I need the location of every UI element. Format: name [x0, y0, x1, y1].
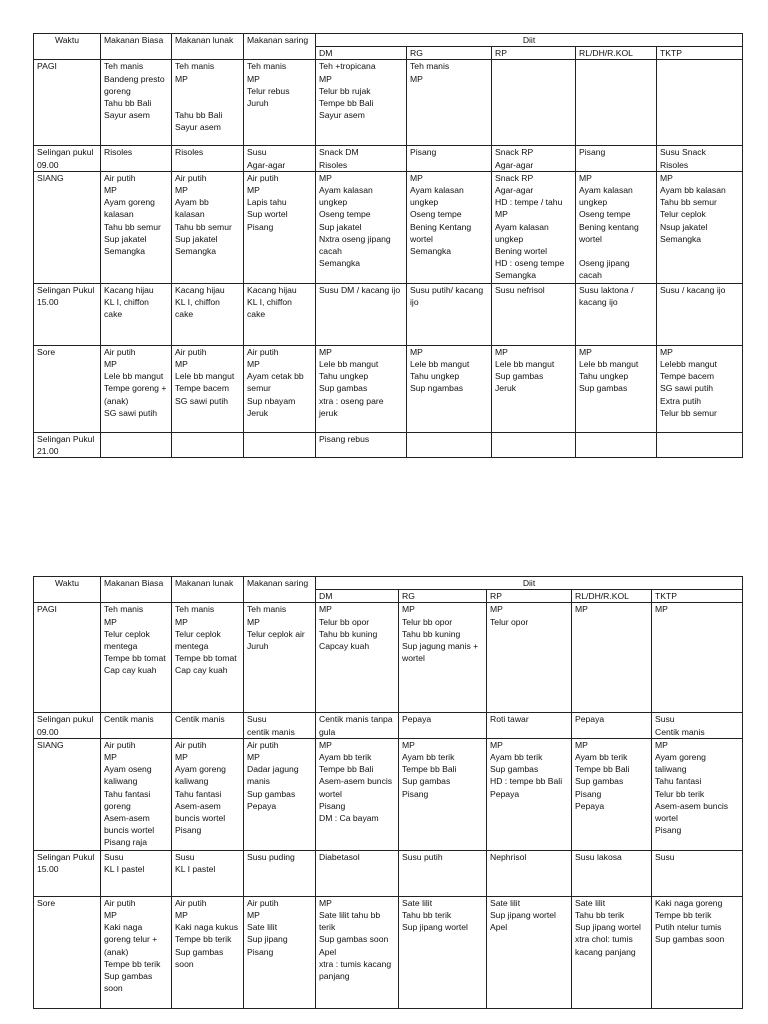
- table-row: [34, 345, 743, 432]
- header-rl: RL/DH/R.KOL: [576, 47, 657, 60]
- menu-cell-rp: [492, 60, 576, 146]
- menu-cell-rg: [407, 432, 492, 457]
- header-waktu: Waktu: [34, 34, 101, 60]
- menu-cell-makanan-lunak: Teh manis MP Telur ceplok mentega Tempe bb tomat Cap cay kuah: [172, 603, 244, 713]
- time-cell: Sore: [34, 896, 101, 1008]
- menu-cell-dm: Susu DM / kacang ijo: [316, 283, 407, 345]
- header-makanan-saring: Makanan saring: [244, 577, 316, 603]
- menu-cell-rl: MP Ayam bb terik Tempe bb Bali Sup gambas Pisang Pepaya: [572, 738, 652, 850]
- time-cell: Selingan Pukul 15.00: [34, 850, 101, 896]
- table-row: [34, 738, 743, 850]
- menu-cell-tktp: Susu: [652, 850, 743, 896]
- header-makanan-saring: Makanan saring: [244, 34, 316, 60]
- menu-cell-dm: MP Ayam kalasan ungkep Oseng tempe Sup jakatel Nxtra oseng jipang cacah Semangka: [316, 171, 407, 283]
- header-diit: Diit: [316, 34, 743, 47]
- header-makanan-lunak: Makanan lunak: [172, 34, 244, 60]
- time-cell: SIANG: [34, 171, 101, 283]
- menu-cell-rp: Sate lilit Sup jipang wortel Apel: [487, 896, 572, 1008]
- menu-cell-tktp: Susu / kacang ijo: [657, 283, 743, 345]
- menu-cell-makanan-biasa: Teh manis Bandeng presto goreng Tahu bb Bali Sayur asem: [101, 60, 172, 146]
- table-row: [34, 896, 743, 1008]
- table-row: [34, 432, 743, 457]
- menu-cell-rp: MP Lele bb mangut Sup gambas Jeruk: [492, 345, 576, 432]
- menu-cell-makanan-lunak: Risoles: [172, 146, 244, 171]
- header-makanan-biasa: Makanan Biasa: [101, 34, 172, 60]
- header-dm: DM: [316, 590, 399, 603]
- header-row: [34, 577, 743, 590]
- menu-cell-rp: Nephrisol: [487, 850, 572, 896]
- header-diit: Diit: [316, 577, 743, 590]
- menu-cell-rl: [576, 60, 657, 146]
- header-rp: RP: [487, 590, 572, 603]
- menu-cell-rp: MP Telur opor: [487, 603, 572, 713]
- menu-cell-tktp: MP Ayam bb kalasan Tahu bb semur Telur ceplok Nsup jakatel Semangka: [657, 171, 743, 283]
- menu-cell-dm: Centik manis tanpa gula: [316, 713, 399, 738]
- menu-cell-rg: MP Ayam bb terik Tempe bb Bali Sup gambas Pisang: [399, 738, 487, 850]
- time-cell: SIANG: [34, 738, 101, 850]
- menu-cell-makanan-saring: Air putih MP Lapis tahu Sup wortel Pisang: [244, 171, 316, 283]
- menu-cell-rp: Snack RP Agar-agar HD : tempe / tahu MP Ayam kalasan ungkep Bening wortel HD : oseng tempe Semangka: [492, 171, 576, 283]
- menu-cell-tktp: Kaki naga goreng Tempe bb terik Putih ntelur tumis Sup gambas soon: [652, 896, 743, 1008]
- menu-cell-makanan-biasa: Teh manis MP Telur ceplok mentega Tempe bb tomat Cap cay kuah: [101, 603, 172, 713]
- header-rp: RP: [492, 47, 576, 60]
- time-cell: Selingan pukul 09.00: [34, 146, 101, 171]
- menu-cell-makanan-biasa: Air putih MP Ayam oseng kaliwang Tahu fantasi goreng Asem-asem buncis wortel Pisang raja: [101, 738, 172, 850]
- menu-cell-dm: Pisang rebus: [316, 432, 407, 457]
- menu-cell-dm: Diabetasol: [316, 850, 399, 896]
- menu-cell-makanan-lunak: Kacang hijau KL I, chiffon cake: [172, 283, 244, 345]
- menu-cell-dm: MP Ayam bb terik Tempe bb Bali Asem-asem buncis wortel Pisang DM : Ca bayam: [316, 738, 399, 850]
- menu-cell-makanan-lunak: Centik manis: [172, 713, 244, 738]
- menu-cell-makanan-saring: Kacang hijau KL I, chiffon cake: [244, 283, 316, 345]
- menu-cell-makanan-biasa: Air putih MP Ayam goreng kalasan Tahu bb semur Sup jakatel Semangka: [101, 171, 172, 283]
- menu-cell-makanan-biasa: Air putih MP Kaki naga goreng telur + (anak) Tempe bb terik Sup gambas soon: [101, 896, 172, 1008]
- table-row: [34, 171, 743, 283]
- table-row: [34, 60, 743, 146]
- menu-cell-rp: [492, 432, 576, 457]
- time-cell: PAGI: [34, 60, 101, 146]
- menu-cell-tktp: MP: [652, 603, 743, 713]
- header-rg: RG: [407, 47, 492, 60]
- header-rg: RG: [399, 590, 487, 603]
- header-row: [34, 34, 743, 47]
- menu-table-1: [33, 33, 743, 458]
- menu-cell-rg: Pepaya: [399, 713, 487, 738]
- table-row: [34, 283, 743, 345]
- table-body: [34, 603, 743, 1008]
- menu-cell-dm: MP Sate lilit tahu bb terik Sup gambas soon Apel xtra : tumis kacang panjang: [316, 896, 399, 1008]
- menu-cell-tktp: Susu Snack Risoles: [657, 146, 743, 171]
- menu-cell-makanan-saring: Teh manis MP Telur rebus Juruh: [244, 60, 316, 146]
- table-row: [34, 603, 743, 713]
- menu-cell-rp: Roti tawar: [487, 713, 572, 738]
- menu-cell-makanan-biasa: Risoles: [101, 146, 172, 171]
- menu-cell-rl: [576, 432, 657, 457]
- menu-cell-rp: MP Ayam bb terik Sup gambas HD : tempe bb Bali Pepaya: [487, 738, 572, 850]
- menu-cell-makanan-lunak: Susu KL I pastel: [172, 850, 244, 896]
- menu-cell-makanan-lunak: [172, 432, 244, 457]
- menu-cell-tktp: [657, 432, 743, 457]
- menu-cell-makanan-saring: Air putih MP Dadar jagung manis Sup gambas Pepaya: [244, 738, 316, 850]
- menu-cell-rg: MP Lele bb mangut Tahu ungkep Sup ngambas: [407, 345, 492, 432]
- menu-cell-dm: MP Telur bb opor Tahu bb kuning Capcay kuah: [316, 603, 399, 713]
- menu-cell-tktp: Susu Centik manis: [652, 713, 743, 738]
- menu-cell-makanan-biasa: Centik manis: [101, 713, 172, 738]
- menu-cell-makanan-biasa: Susu KL I pastel: [101, 850, 172, 896]
- menu-cell-rl: MP Ayam kalasan ungkep Oseng tempe Bening kentang wortel Oseng jipang cacah: [576, 171, 657, 283]
- menu-cell-rg: Susu putih: [399, 850, 487, 896]
- menu-cell-makanan-saring: Susu Agar-agar: [244, 146, 316, 171]
- menu-cell-makanan-biasa: Kacang hijau KL I, chiffon cake: [101, 283, 172, 345]
- menu-cell-dm: Teh +tropicana MP Telur bb rujak Tempe bb Bali Sayur asem: [316, 60, 407, 146]
- table-row: [34, 850, 743, 896]
- menu-cell-makanan-lunak: Air putih MP Kaki naga kukus Tempe bb terik Sup gambas soon: [172, 896, 244, 1008]
- menu-cell-makanan-biasa: [101, 432, 172, 457]
- menu-cell-makanan-saring: [244, 432, 316, 457]
- menu-cell-rl: Pepaya: [572, 713, 652, 738]
- time-cell: Selingan Pukul 15.00: [34, 283, 101, 345]
- menu-cell-makanan-saring: Susu puding: [244, 850, 316, 896]
- time-cell: Selingan Pukul 21.00: [34, 432, 101, 457]
- menu-cell-makanan-saring: Air putih MP Ayam cetak bb semur Sup nbayam Jeruk: [244, 345, 316, 432]
- menu-cell-rg: Sate lilit Tahu bb terik Sup jipang wortel: [399, 896, 487, 1008]
- header-rl: RL/DH/R.KOL: [572, 590, 652, 603]
- header-makanan-biasa: Makanan Biasa: [101, 577, 172, 603]
- header-waktu: Waktu: [34, 577, 101, 603]
- menu-cell-rl: Susu lakosa: [572, 850, 652, 896]
- menu-cell-rp: Susu nefrisol: [492, 283, 576, 345]
- table-row: [34, 713, 743, 738]
- menu-cell-tktp: MP Lelebb mangut Tempe bacem SG sawi putih Extra putih Telur bb semur: [657, 345, 743, 432]
- menu-cell-rl: MP: [572, 603, 652, 713]
- menu-table-2: [33, 576, 743, 1009]
- table-body: [34, 60, 743, 458]
- menu-cell-makanan-saring: Teh manis MP Telur ceplok air Juruh: [244, 603, 316, 713]
- menu-cell-rp: Snack RP Agar-agar: [492, 146, 576, 171]
- menu-cell-makanan-lunak: Air putih MP Lele bb mangut Tempe bacem SG sawi putih: [172, 345, 244, 432]
- menu-cell-makanan-lunak: Teh manis MP Tahu bb Bali Sayur asem: [172, 60, 244, 146]
- header-tktp: TKTP: [652, 590, 743, 603]
- menu-cell-rg: MP Ayam kalasan ungkep Oseng tempe Bening Kentang wortel Semangka: [407, 171, 492, 283]
- table-row: [34, 146, 743, 171]
- menu-cell-dm: Snack DM Risoles: [316, 146, 407, 171]
- time-cell: PAGI: [34, 603, 101, 713]
- menu-cell-makanan-lunak: Air putih MP Ayam bb kalasan Tahu bb semur Sup jakatel Semangka: [172, 171, 244, 283]
- menu-cell-rl: Sate lilit Tahu bb terik Sup jipang wortel xtra chol: tumis kacang panjang: [572, 896, 652, 1008]
- menu-cell-makanan-saring: Air putih MP Sate lilit Sup jipang Pisang: [244, 896, 316, 1008]
- menu-cell-makanan-biasa: Air putih MP Lele bb mangut Tempe goreng + (anak) SG sawi putih: [101, 345, 172, 432]
- menu-cell-tktp: MP Ayam goreng taliwang Tahu fantasi Telur bb terik Asem-asem buncis wortel Pisang: [652, 738, 743, 850]
- time-cell: Sore: [34, 345, 101, 432]
- menu-cell-rl: Pisang: [576, 146, 657, 171]
- menu-cell-tktp: [657, 60, 743, 146]
- header-tktp: TKTP: [657, 47, 743, 60]
- menu-cell-rg: Teh manis MP: [407, 60, 492, 146]
- menu-cell-dm: MP Lele bb mangut Tahu ungkep Sup gambas xtra : oseng pare jeruk: [316, 345, 407, 432]
- menu-cell-rl: Susu laktona / kacang ijo: [576, 283, 657, 345]
- menu-cell-rg: Susu putih/ kacang ijo: [407, 283, 492, 345]
- menu-cell-rl: MP Lele bb mangut Tahu ungkep Sup gambas: [576, 345, 657, 432]
- header-makanan-lunak: Makanan lunak: [172, 577, 244, 603]
- menu-cell-makanan-lunak: Air putih MP Ayam goreng kaliwang Tahu fantasi Asem-asem buncis wortel Pisang: [172, 738, 244, 850]
- menu-cell-rg: MP Telur bb opor Tahu bb kuning Sup jagung manis + wortel: [399, 603, 487, 713]
- time-cell: Selingan pukul 09.00: [34, 713, 101, 738]
- menu-cell-rg: Pisang: [407, 146, 492, 171]
- header-dm: DM: [316, 47, 407, 60]
- menu-cell-makanan-saring: Susu centik manis: [244, 713, 316, 738]
